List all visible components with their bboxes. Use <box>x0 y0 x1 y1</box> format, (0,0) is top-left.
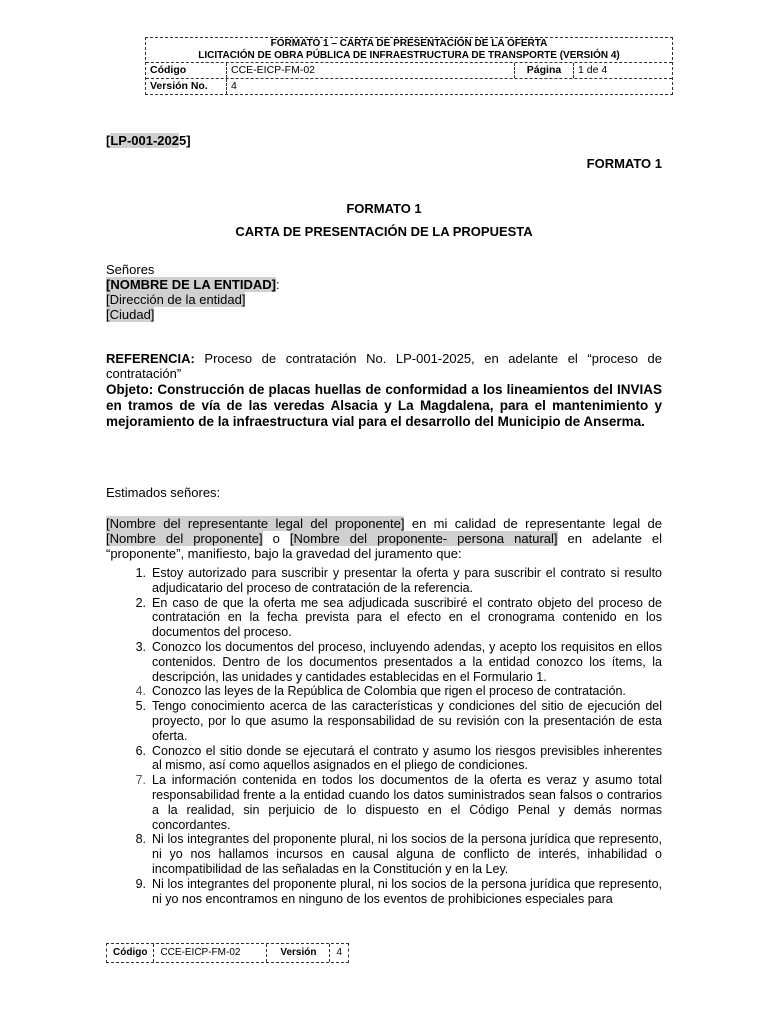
list-item <box>135 639 662 684</box>
declarations-list <box>106 566 662 906</box>
list-item <box>135 832 662 876</box>
addressee-block <box>106 262 662 322</box>
list-item-text: Ni los integrantes del proponente plural, ni los socios de la persona jurídica que represento, ni yo nos encontramos en ninguno de los eventos de prohibiciones especiales para <box>152 876 662 906</box>
list-item-text: En caso de que la oferta me sea adjudicada suscribiré el contrato objeto del proceso de contratación en la fecha prevista para el efecto en el cronograma contenido en los documentos del proceso. <box>152 595 662 640</box>
list-item-text: Conozco las leyes de la República de Colombia que rigen el proceso de contratación. <box>152 684 626 699</box>
header-version-value: 4 <box>231 80 237 92</box>
list-item-text: Ni los integrantes del proponente plural, ni los socios de la persona jurídica que represento, ni yo nos hallamos incursos en causal alguna de conflicto de interés, inhabilidad o incompatibilidad de las señaladas en la Constitución y en la Ley. <box>152 832 662 876</box>
process-code-value: LP-001-202 <box>110 133 179 148</box>
process-code-open: [ <box>106 133 111 148</box>
formato-label-right: FORMATO 1 <box>586 156 662 171</box>
intro-text-3: en adelante el “proponente”, manifiesto, bajo la gravedad del juramento que: <box>106 531 663 561</box>
list-item <box>135 743 662 774</box>
list-item-number: 3. <box>135 639 146 654</box>
greeting: Estimados señores: <box>106 485 221 500</box>
list-item <box>135 684 662 699</box>
addressee-city: [Ciudad] <box>106 307 155 322</box>
list-item <box>135 566 662 596</box>
process-code <box>106 133 191 148</box>
list-item-number: 8. <box>135 832 146 847</box>
list-item-text: Estoy autorizado para suscribir y presentar la oferta y para suscribir el contrato si resulto adjudicatario del proceso de contratación de la referencia. <box>152 566 662 595</box>
list-item-text: Conozco el sitio donde se ejecutará el contrato y asumo los riesgos previsibles inherentes al mismo, así como aquellos asignados en el pliego de condiciones. <box>152 743 662 773</box>
list-item-number: 5. <box>135 699 146 714</box>
list-item-text: La información contenida en todos los documentos de la oferta es veraz y asumo total responsabilidad frente a la entidad cuando los datos suministrados sean falsos o contrarios a la realidad, sin perjuicio de lo dispuesto en el Código Penal y demás normas concordantes. <box>152 773 662 832</box>
header-pagina-label: Página <box>515 63 574 78</box>
list-item-text: Tengo conocimiento acerca de las características y condiciones del sitio de ejecución del proyecto, por lo que asumo la responsabilidad de su revisión con la presentación de esta oferta. <box>152 699 662 743</box>
header-version-row <box>146 78 672 94</box>
intro-natural-person-placeholder: [Nombre del proponente- persona natural] <box>289 531 558 546</box>
header-version-label: Versión No. <box>146 79 227 94</box>
addressee-address: [Dirección de la entidad] <box>106 292 246 307</box>
document-header-table <box>145 37 673 95</box>
footer-version-value: 4 <box>336 947 342 958</box>
list-item-number: 6. <box>135 743 146 758</box>
list-item-number: 9. <box>135 876 146 891</box>
list-item <box>135 876 662 907</box>
intro-proponent-placeholder: [Nombre del proponente] <box>106 531 263 546</box>
addressee-senores: Señores <box>106 262 155 277</box>
reference-paragraph <box>106 351 662 381</box>
header-codigo-value: CCE-EICP-FM-02 <box>227 63 515 78</box>
header-codigo-label: Código <box>146 63 227 78</box>
list-item-text: Conozco los documentos del proceso, incluyendo adendas, y acepto los requisitos en ellos contenidos. Dentro de los documentos presentados a la entidad conozco los ítems, la descripción, las unidades y cantidades establecidas en el Formulario 1. <box>152 639 662 684</box>
addressee-entity-name: [NOMBRE DE LA ENTIDAD] <box>106 277 276 292</box>
document-title-carta: CARTA DE PRESENTACIÓN DE LA PROPUESTA <box>235 224 533 239</box>
list-item <box>135 595 662 640</box>
list-item-number: 4. <box>135 684 146 699</box>
header-pagina-value: 1 de 4 <box>578 64 608 76</box>
list-item-number: 7. <box>135 773 146 788</box>
list-item <box>135 699 662 743</box>
document-title-formato: FORMATO 1 <box>346 201 422 216</box>
intro-paragraph <box>106 516 662 561</box>
header-title-line1: FORMATO 1 – CARTA DE PRESENTACIÓN DE LA OFERTA <box>270 38 548 49</box>
footer-version-label: Versión <box>267 944 330 962</box>
objeto-label: Objeto: <box>106 382 154 397</box>
reference-text: Proceso de contratación No. LP-001-2025, en adelante el “proceso de contratación” <box>106 351 662 381</box>
footer-codigo-label: Código <box>107 944 154 962</box>
header-codigo-row <box>146 62 672 78</box>
intro-text-2: o <box>262 531 290 546</box>
reference-label: REFERENCIA: <box>106 351 195 366</box>
list-item <box>135 773 662 832</box>
list-item-number: 1. <box>135 566 146 580</box>
list-item-number: 2. <box>135 595 146 610</box>
footer-codigo-value: CCE-EICP-FM-02 <box>154 944 267 962</box>
objeto-paragraph <box>106 382 662 430</box>
intro-text-1: en mi calidad de representante legal de <box>404 516 663 531</box>
document-footer-table <box>106 943 349 963</box>
process-code-tail: 5] <box>179 133 191 148</box>
objeto-text: Construcción de placas huellas de conformidad a los lineamientos del INVIAS en tramos de vía de las veredas Alsacia y La Magdalena, para el mantenimiento y mejoramiento de la infraestructura vial para el desarrollo del Municipio de Anserma. <box>106 382 662 429</box>
intro-representative-placeholder: [Nombre del representante legal del proponente] <box>106 516 405 531</box>
header-title-line2: LICITACIÓN DE OBRA PÚBLICA DE INFRAESTRUCTURA DE TRANSPORTE (VERSIÓN 4) <box>198 50 620 61</box>
addressee-entity-suffix: : <box>275 277 280 292</box>
